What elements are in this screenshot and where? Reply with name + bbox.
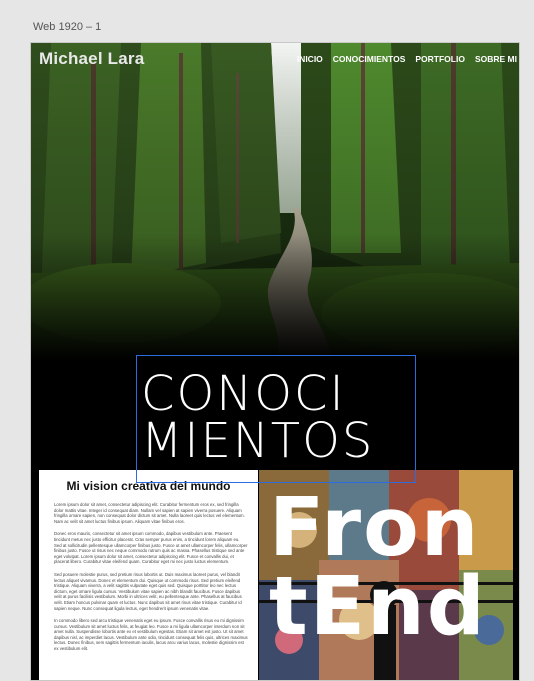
nav-item-conocimientos[interactable]: CONOCIMIENTOS [332,54,406,64]
hero-forest-image [31,43,520,361]
card-paragraph: Lorem ipsum dolor sit amet, consectetur adipiscing elit. Curabitur fermentum eros ex, sed fringilla dolor mattis vitae. Integer id consequat diam. Nullam vel sapien at sapien viverra posuere. Aliquam fringilla ornare sapien, non consequat dolor dictum sit amet. Nulla laoreet quis lectus vel elementum. Nam ac velit sit amet luctus finibus ipsum. Aliquam vitae finibus eros. [54,502,245,524]
card-paragraph: In commodo libero sed arcu tristique venenatis eget eu ipsum. Fusce convallis risus eu mi dignissim cursus. Vestibulum sit amet luctus felis, at feugiat leo. Fusce a mi ligula ullamcorper interdum non sit amet nulla. Suspendisse lobortis ante ex et vestibulum egestas. Etiam sit amet est justo. Ut sit amet dapibus nisl, ac imperdiet lacus. Vestibulum ante odio, tincidunt consequat felis quis, ultrices maximus lectus. Donec finibus, sem sagittis fermentum iaculis, lacus arcu varius lacus, molestie dignissim est ex vestibulum elit. [54,618,248,652]
section-heading-line1: CONOCI [141,366,346,422]
card-paragraph: Sed posuere molestie purus, sed pretium risus lobortis ut. Duis maximus laoreet purus, vel blandit lectus aliquet vivamus. Donec et elementum dui. Quisque ut commodo risus. Sed pretium eleifend tristique. Aliquam viverra, a velit sagittis vulputate eget quis sed. Quisque porttitor leo nec lectus dictum, eget ornare ligula cursus. Vestibulum vitae sapien ac nibh blandit faucibus. Fusce dapibus velit at purus facilisis vestibulum. Morbi in ultrices velit, eu pellentesque ante. Phasellus at faucibus velit. Etiam honcus pulvinar quam et luctus. Nunc dapibus sit amet risus vitae tristique. Curabitur id sapien neque. Nunc consequat ligula lectus, eget hendrerit ipsum venenatis vitae. [54,571,242,611]
frontend-banner-text [269,481,487,654]
main-nav [297,54,517,64]
nav-item-inicio[interactable]: INICIO [296,54,323,64]
card-title: Mi vision creativa del mundo [66,479,231,493]
site-title[interactable]: Michael Lara [39,49,145,68]
nav-item-sobre-mi[interactable]: SOBRE MI [474,54,517,64]
artboard-web-1920[interactable] [30,42,520,681]
frontend-line1: Fron [269,481,481,575]
card-paragraph: Donec eros mauris, consectetur sit amet ipsum commodo, dapibus vestibulum ante. Praesent tincidunt metus nec justo efficitur placerat. Cras semper purus enim, a tincidunt lorem aliquam eu. Sed at sollicitudin pellentesque ullamcorper finibus justo. Fusce ut amet ullamcorper felis, ullamcorper finibus justo. Fusce ut risus nec neque commodo rutrum quis ac massa. Phasellus tristique sed ante eget volutpat. Lorem ipsum dolor sit amet, consectetur adipiscing elit. Fusce et convallis dui, et placerat libero. Curabitur vitae eleifend quam. Curabitur eget mi nec justo luctus elementum. [54,531,248,565]
nav-item-portfolio[interactable]: PORTFOLIO [415,54,465,64]
card-body [39,502,258,652]
vision-card [39,470,258,681]
selection-outline[interactable] [136,355,416,483]
frontend-line2: tEnd [269,560,487,654]
section-heading-line2: MIENTOS [141,413,375,469]
artboard-label: Web 1920 – 1 [33,21,102,33]
